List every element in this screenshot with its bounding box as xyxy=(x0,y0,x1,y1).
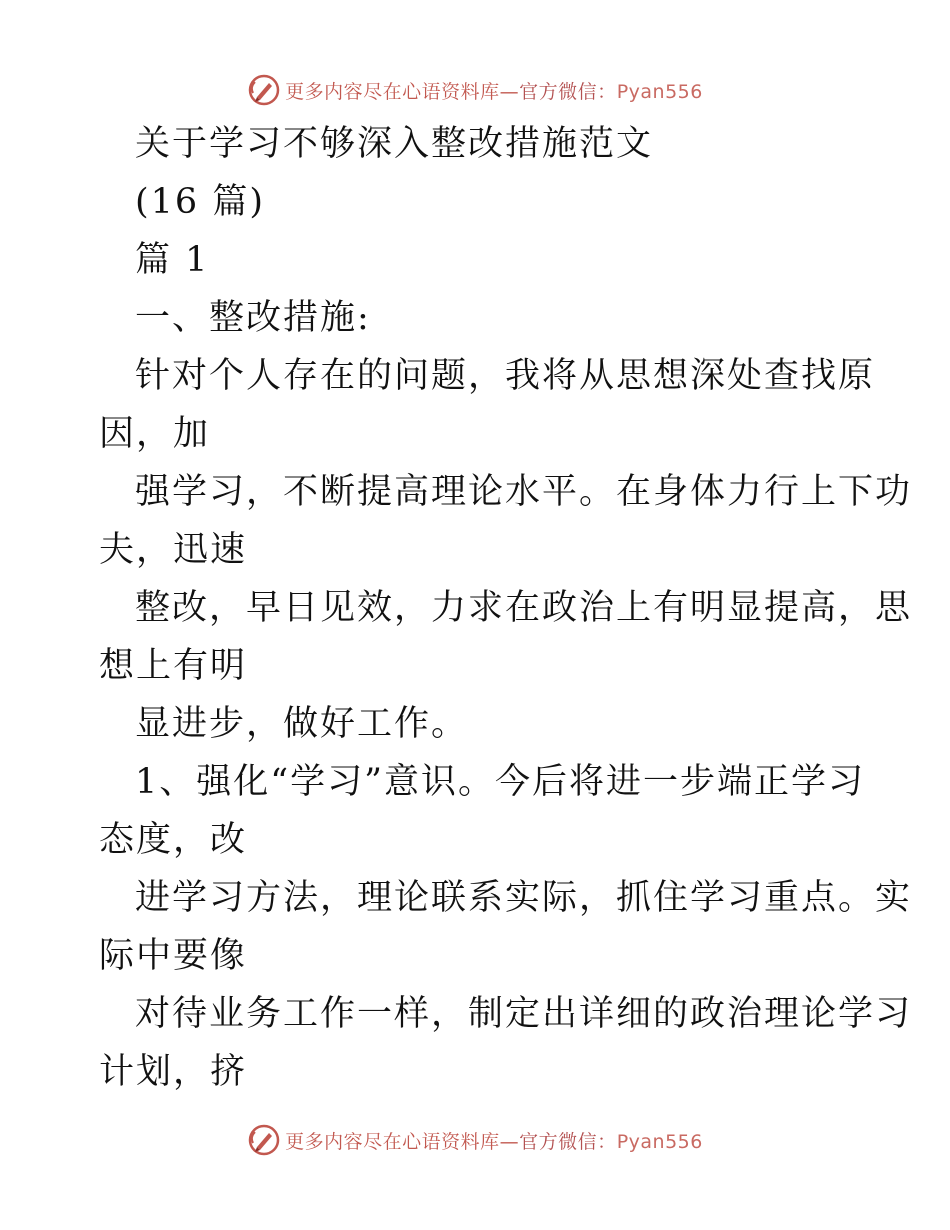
pen-logo-icon xyxy=(247,73,281,107)
paragraph-line: 因，加 xyxy=(99,414,211,454)
watermark-text: 更多内容尽在心语资料库—官方微信：Pyan556 xyxy=(285,1130,703,1153)
paragraph-line: 际中要像 xyxy=(99,936,248,976)
watermark-banner-top xyxy=(0,70,950,110)
watermark-banner-bottom xyxy=(0,1120,950,1160)
paragraph-line: 态度，改 xyxy=(99,820,248,860)
watermark-text: 更多内容尽在心语资料库—官方微信：Pyan556 xyxy=(285,80,703,103)
paragraph-line: 整改，早日见效，力求在政治上有明显提高，思 xyxy=(135,588,913,628)
paragraph-line: 显进步，做好工作。 xyxy=(135,704,469,744)
section-label: 篇 1 xyxy=(135,240,210,280)
paragraph-line: 对待业务工作一样，制定出详细的政治理论学习 xyxy=(135,994,913,1034)
paragraph-line: 1、强化“学习”意识。今后将进一步端正学习 xyxy=(135,762,866,802)
paragraph-line: 针对个人存在的问题，我将从思想深处查找原 xyxy=(135,356,876,396)
document-body xyxy=(99,115,913,1101)
paragraph-line: 强学习，不断提高理论水平。在身体力行上下功 xyxy=(135,472,913,512)
document-subtitle: (16 篇) xyxy=(135,182,265,222)
paragraph-line: 夫，迅速 xyxy=(99,530,248,570)
paragraph-line: 进学习方法，理论联系实际，抓住学习重点。实 xyxy=(135,878,913,918)
paragraph-line: 想上有明 xyxy=(99,646,248,686)
pen-logo-icon xyxy=(247,1123,281,1157)
document-title: 关于学习不够深入整改措施范文 xyxy=(135,124,654,164)
section-heading: 一、整改措施: xyxy=(135,298,371,338)
paragraph-line: 计划，挤 xyxy=(99,1052,248,1092)
